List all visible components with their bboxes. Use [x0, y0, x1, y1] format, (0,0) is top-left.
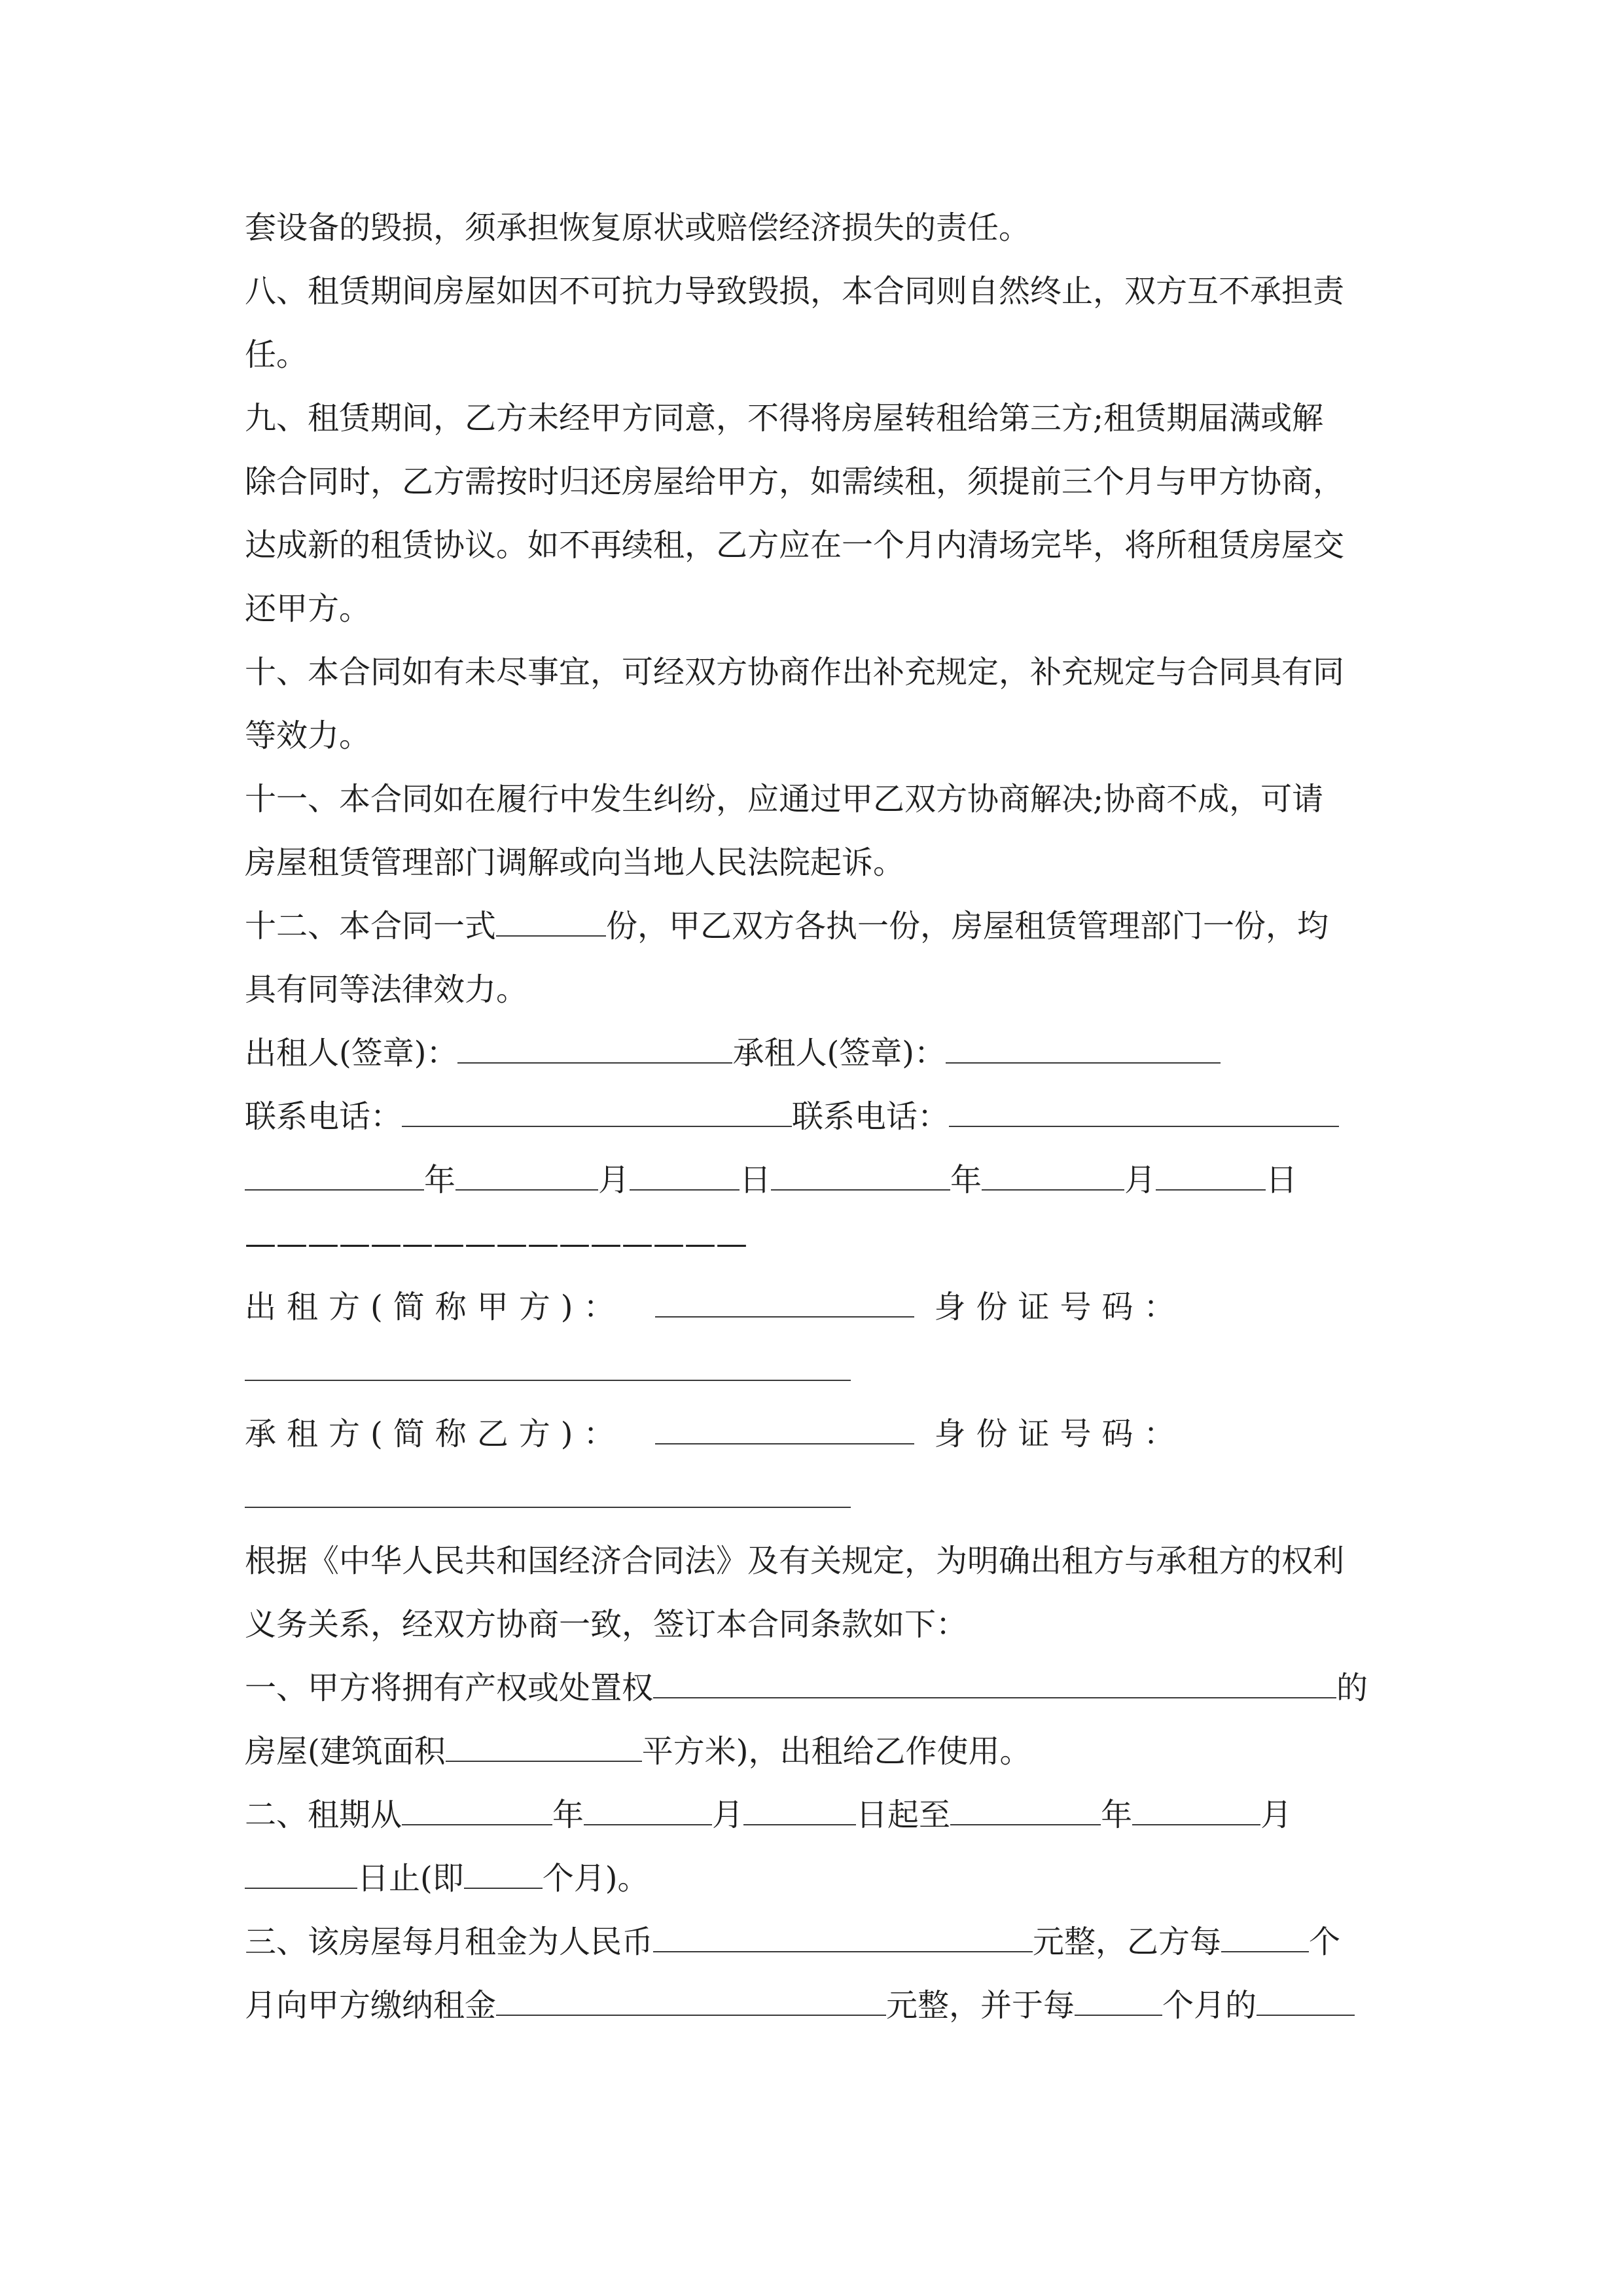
- text-segment: 的: [1336, 1670, 1368, 1706]
- lessor-line: [245, 1276, 1383, 1339]
- lessee-signature-label: 承租人(签章)：: [732, 1035, 946, 1071]
- lessee-phone-blank[interactable]: [949, 1096, 1339, 1127]
- rent-amount-blank[interactable]: [496, 1984, 886, 2016]
- text-line: [245, 1720, 1383, 1784]
- day-blank[interactable]: [630, 1159, 740, 1191]
- text-segment: 三、该房屋每月租金为人民币: [245, 1924, 654, 1960]
- clause-8: 八、租赁期间房屋如因不可抗力导致毁损，本合同则自然终止，双方互不承担责: [245, 273, 1345, 310]
- text-segment: 月向甲方缴纳租金: [245, 1987, 497, 2024]
- text-segment: 日止(即: [357, 1860, 464, 1897]
- lessor-id-blank[interactable]: [245, 1350, 851, 1381]
- area-blank[interactable]: [446, 1731, 642, 1762]
- end-day-blank[interactable]: [245, 1857, 357, 1889]
- start-year-blank[interactable]: [402, 1794, 552, 1825]
- clause-10: 十、本合同如有未尽事宜，可经双方协商作出补充规定，补充规定与合同具有同: [245, 654, 1345, 691]
- end-year-blank[interactable]: [950, 1794, 1101, 1825]
- text-line: 义务关系，经双方协商一致，签订本合同条款如下：: [245, 1606, 968, 1643]
- text-segment: 个月的: [1162, 1987, 1257, 2024]
- text-line: 达成新的租赁协议。如不再续租，乙方应在一个月内清场完毕，将所租赁房屋交: [245, 527, 1345, 564]
- phone-label: 联系电话：: [245, 1098, 402, 1135]
- text-segment: 十二、本合同一式: [245, 908, 497, 944]
- text-segment: 二、租期从: [245, 1797, 402, 1833]
- month-blank[interactable]: [455, 1159, 598, 1191]
- phone-line: [245, 1085, 1383, 1149]
- id-label: 身份证号码：: [934, 1416, 1186, 1452]
- year-label: 年: [424, 1162, 456, 1198]
- clause-11: 十一、本合同如在履行中发生纠纷，应通过甲乙双方协商解决;协商不成，可请: [245, 781, 1324, 817]
- year-label: 年: [950, 1162, 982, 1198]
- clause-2: [245, 1784, 1383, 1847]
- lessee-label: 承租方(简称乙方)：: [245, 1416, 626, 1452]
- start-month-blank[interactable]: [584, 1794, 712, 1825]
- text-line: 除合同时，乙方需按时归还房屋给甲方，如需续租，须提前三个月与甲方协商，: [245, 463, 1345, 500]
- lessee-name-blank[interactable]: [655, 1413, 914, 1444]
- lessor-signature-label: 出租人(签章)：: [245, 1035, 458, 1071]
- text-line: 任。: [245, 336, 308, 373]
- text-segment: 元整，乙方每: [1033, 1924, 1222, 1960]
- month-label: 月: [1124, 1162, 1156, 1198]
- text-segment: 个月)。: [542, 1860, 649, 1897]
- lessor-label: 出租方(简称甲方)：: [245, 1289, 626, 1325]
- date-line: [245, 1149, 1383, 1212]
- every-months-blank[interactable]: [1075, 1984, 1162, 2016]
- text-segment: 房屋(建筑面积: [245, 1733, 446, 1770]
- lessor-signature-blank[interactable]: [457, 1032, 732, 1064]
- clause-9: 九、租赁期间，乙方未经甲方同意，不得将房屋转租给第三方;租赁期届满或解: [245, 400, 1324, 437]
- text-segment: 元整，并于每: [886, 1987, 1075, 2024]
- lessor-phone-blank[interactable]: [402, 1096, 792, 1127]
- contract-text: [245, 196, 1383, 2037]
- year-blank[interactable]: [245, 1159, 424, 1191]
- year-label: 年: [552, 1797, 584, 1833]
- lessee-signature-blank[interactable]: [946, 1032, 1221, 1064]
- text-line: 具有同等法律效力。: [245, 971, 528, 1008]
- id-blank-line: [245, 1339, 1383, 1403]
- text-line: 套设备的毁损，须承担恢复原状或赔偿经济损失的责任。: [245, 209, 1031, 246]
- month-label: 月: [712, 1797, 744, 1833]
- month-blank[interactable]: [982, 1159, 1124, 1191]
- year-blank[interactable]: [771, 1159, 950, 1191]
- signature-line: [245, 1022, 1383, 1085]
- year-label: 年: [1101, 1797, 1133, 1833]
- text-line: 房屋租赁管理部门调解或向当地人民法院起诉。: [245, 844, 905, 881]
- text-line: [245, 1974, 1383, 2037]
- payment-day-blank[interactable]: [1257, 1984, 1355, 2016]
- text-line: 等效力。: [245, 717, 371, 754]
- copies-blank[interactable]: [496, 905, 606, 937]
- day-label: 日: [1266, 1162, 1298, 1198]
- monthly-rent-blank[interactable]: [653, 1921, 1033, 1952]
- phone-label: 联系电话：: [792, 1098, 950, 1135]
- day-label: 日: [740, 1162, 772, 1198]
- lessee-line: [245, 1403, 1383, 1466]
- text-segment: 个: [1309, 1924, 1341, 1960]
- dash-separator: ————————————————: [245, 1225, 747, 1262]
- text-segment: 日起至: [856, 1797, 951, 1833]
- month-label: 月: [1260, 1797, 1293, 1833]
- clause-3: [245, 1910, 1383, 1974]
- lessor-name-blank[interactable]: [655, 1286, 914, 1318]
- text-line: 还甲方。: [245, 590, 371, 627]
- clause-12: [245, 895, 1383, 958]
- end-month-blank[interactable]: [1132, 1794, 1260, 1825]
- lessee-id-blank[interactable]: [245, 1477, 851, 1508]
- text-line: [245, 1847, 1383, 1910]
- text-segment: 平方米)，出租给乙作使用。: [641, 1733, 1031, 1770]
- payment-months-blank[interactable]: [1221, 1921, 1309, 1952]
- text-segment: 份，甲乙双方各执一份，房屋租赁管理部门一份，均: [606, 908, 1329, 944]
- property-blank[interactable]: [653, 1667, 1336, 1698]
- day-blank[interactable]: [1156, 1159, 1266, 1191]
- id-label: 身份证号码：: [934, 1289, 1186, 1325]
- start-day-blank[interactable]: [743, 1794, 856, 1825]
- text-segment: 一、甲方将拥有产权或处置权: [245, 1670, 654, 1706]
- month-label: 月: [598, 1162, 630, 1198]
- preamble: 根据《中华人民共和国经济合同法》及有关规定，为明确出租方与承租方的权利: [245, 1543, 1345, 1579]
- clause-1: [245, 1657, 1383, 1720]
- id-blank-line: [245, 1466, 1383, 1530]
- months-blank[interactable]: [464, 1857, 543, 1889]
